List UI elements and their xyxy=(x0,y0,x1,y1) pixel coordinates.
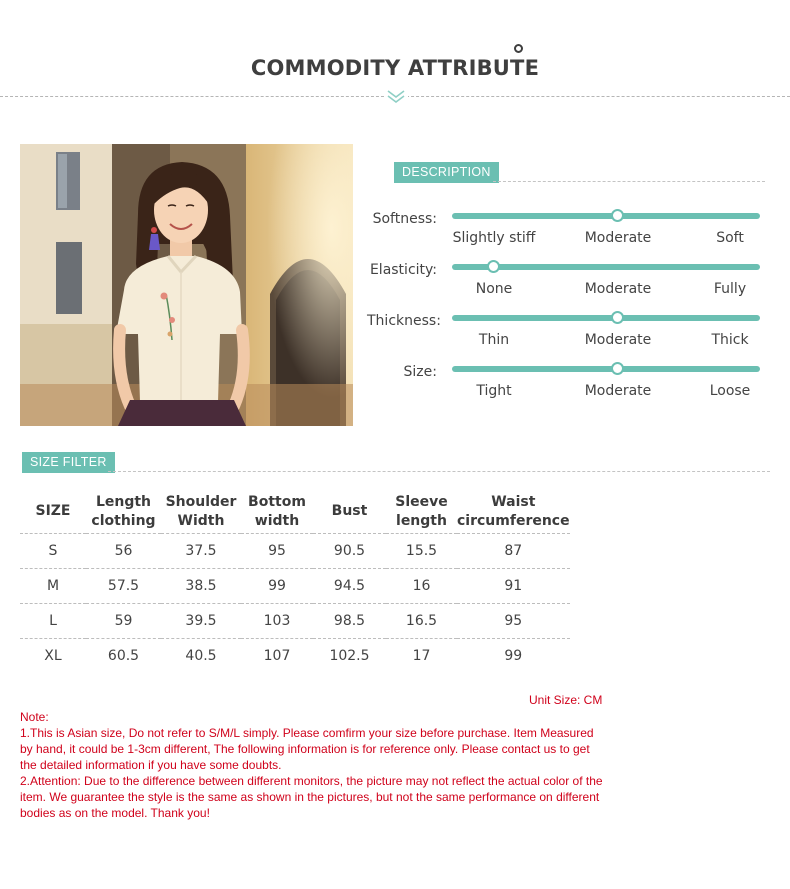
softness-slider xyxy=(452,213,760,219)
elasticity-option-1: None xyxy=(475,281,513,297)
header-bust: Bust xyxy=(313,490,386,534)
elasticity-option-2: Moderate xyxy=(584,281,652,297)
elasticity-slider xyxy=(452,264,760,270)
table-row xyxy=(20,604,570,639)
table-cell: 99 xyxy=(241,569,313,604)
softness-option-1: Slightly stiff xyxy=(452,230,536,246)
table-cell: 94.5 xyxy=(313,569,386,604)
table-cell: 37.5 xyxy=(161,534,241,569)
table-cell: 90.5 xyxy=(313,534,386,569)
thickness-label: Thickness: xyxy=(367,313,441,329)
thickness-option-1: Thin xyxy=(478,332,510,348)
header-length-clothing: Length clothing xyxy=(86,490,161,534)
table-cell: 107 xyxy=(263,648,291,664)
table-row xyxy=(20,639,570,674)
size-option-3: Loose xyxy=(709,383,751,399)
header-shoulder-width: Shoulder Width xyxy=(161,490,241,534)
note-item-1: 1.This is Asian size, Do not refer to S/M/L simply. Please comfirm your size before purchase. Item Measured by hand, it could be 1-3cm different, The following information is for reference only. Please contact us to get the detailed information if you have some doubts. xyxy=(20,726,594,772)
size-filter-divider xyxy=(108,471,770,472)
table-cell: XL xyxy=(44,648,62,664)
note-item-2: 2.Attention: Due to the difference between different monitors, the picture may not reflect the actual color of the item. We guarantee the style is the same as shown in the pictures, but not the same performance on different bodies as on the model. Thank you! xyxy=(20,774,603,820)
table-cell: 56 xyxy=(86,534,161,569)
thickness-option-3: Thick xyxy=(711,332,749,348)
page-title: COMMODITY ATTRIBUTE xyxy=(250,56,540,80)
softness-option-2: Moderate xyxy=(584,230,652,246)
thickness-slider-knob xyxy=(611,311,624,324)
table-cell: M xyxy=(20,569,86,604)
table-cell: 99 xyxy=(504,648,523,664)
table-cell: 98.5 xyxy=(313,604,386,639)
table-cell: 103 xyxy=(241,604,313,639)
size-slider-knob xyxy=(611,362,624,375)
table-cell: 16.5 xyxy=(386,604,457,639)
header-waist-circumference: Waist circumference xyxy=(457,490,570,534)
elasticity-slider-knob xyxy=(487,260,500,273)
table-cell: 95 xyxy=(457,604,570,639)
size-label: Size: xyxy=(403,364,437,380)
size-table xyxy=(20,490,570,673)
double-chevron-down-icon xyxy=(384,88,408,104)
table-cell: 40.5 xyxy=(185,648,217,664)
elasticity-label: Elasticity: xyxy=(369,262,437,278)
notes-block xyxy=(20,709,605,821)
table-cell: S xyxy=(20,534,86,569)
table-row xyxy=(20,534,570,569)
size-option-1: Tight xyxy=(476,383,512,399)
table-cell: 57.5 xyxy=(86,569,161,604)
table-cell: 60.5 xyxy=(107,648,140,664)
table-cell: 102.5 xyxy=(329,648,370,664)
thickness-option-2: Moderate xyxy=(584,332,652,348)
size-filter-label: SIZE FILTER xyxy=(22,452,115,473)
table-cell: 91 xyxy=(457,569,570,604)
table-cell: 95 xyxy=(241,534,313,569)
unit-size-note: Unit Size: CM xyxy=(529,693,603,707)
table-cell: 38.5 xyxy=(161,569,241,604)
thickness-slider xyxy=(452,315,760,321)
table-row xyxy=(20,569,570,604)
degree-circle-icon xyxy=(514,44,523,53)
table-cell: 16 xyxy=(386,569,457,604)
table-cell: 39.5 xyxy=(161,604,241,639)
header-size: SIZE xyxy=(20,490,86,534)
table-cell: L xyxy=(20,604,86,639)
header-bottom-width: Bottom width xyxy=(241,490,313,534)
table-cell: 17 xyxy=(412,648,431,664)
size-table-header-row xyxy=(20,490,570,534)
product-photo xyxy=(20,144,353,426)
size-slider xyxy=(452,366,760,372)
description-divider xyxy=(493,181,765,182)
header-sleeve-length: Sleeve length xyxy=(386,490,457,534)
size-option-2: Moderate xyxy=(584,383,652,399)
description-label: DESCRIPTION xyxy=(394,162,499,183)
table-cell: 15.5 xyxy=(386,534,457,569)
notes-title: Note: xyxy=(20,710,49,724)
softness-option-3: Soft xyxy=(716,230,744,246)
softness-label: Softness: xyxy=(372,211,437,227)
table-cell: 87 xyxy=(457,534,570,569)
table-cell: 59 xyxy=(86,604,161,639)
elasticity-option-3: Fully xyxy=(713,281,747,297)
softness-slider-knob xyxy=(611,209,624,222)
